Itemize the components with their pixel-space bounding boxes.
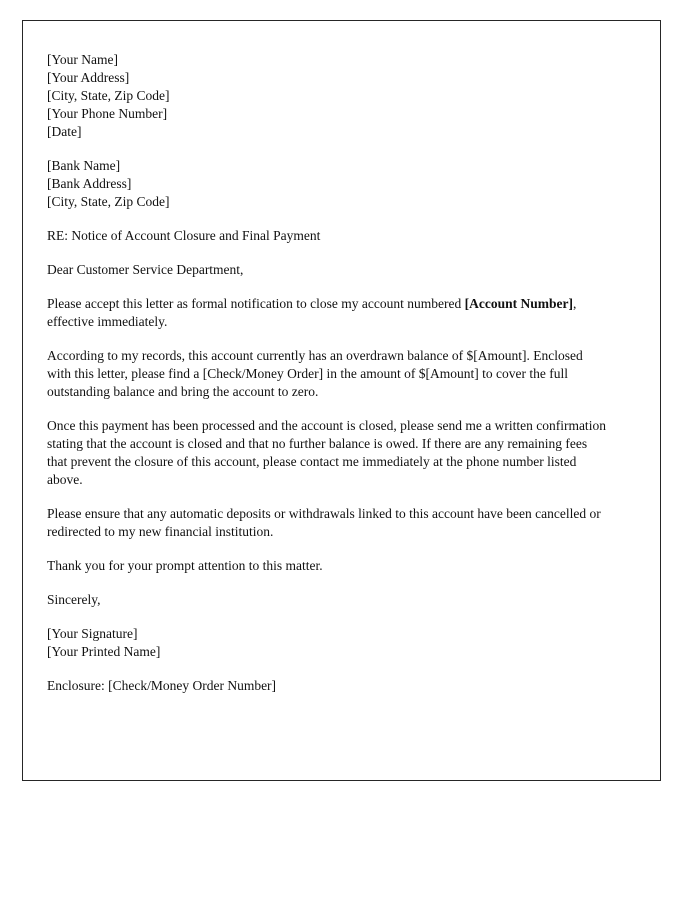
paragraph-automatic-transactions: Please ensure that any automatic deposits or withdrawals linked to this account have been cancelled or redirected to my new financial institution. bbox=[47, 506, 601, 539]
salutation: Dear Customer Service Department, bbox=[47, 262, 244, 277]
recipient-bank-address: [Bank Address] bbox=[47, 176, 132, 191]
sender-city-state-zip: [City, State, Zip Code] bbox=[47, 88, 170, 103]
enclosure-line: Enclosure: [Check/Money Order Number] bbox=[47, 678, 277, 693]
signature-placeholder: [Your Signature] bbox=[47, 626, 138, 641]
document-page bbox=[22, 20, 661, 781]
p1-text-before-bold: Please accept this letter as formal notification to close my account numbered bbox=[47, 296, 465, 311]
letter-date: [Date] bbox=[47, 124, 82, 139]
paragraph-account-closure bbox=[47, 295, 607, 331]
recipient-bank-name: [Bank Name] bbox=[47, 158, 121, 173]
p1-text-after-bold: , effective immediately. bbox=[47, 296, 577, 329]
paragraph-thank-you: Thank you for your prompt attention to this matter. bbox=[47, 558, 323, 573]
sender-address-block bbox=[47, 51, 607, 141]
sender-phone: [Your Phone Number] bbox=[47, 106, 168, 121]
closing-salutation: Sincerely, bbox=[47, 592, 101, 607]
account-number-placeholder: [Account Number] bbox=[464, 296, 573, 311]
sender-street: [Your Address] bbox=[47, 70, 130, 85]
printed-name-placeholder: [Your Printed Name] bbox=[47, 644, 161, 659]
subject-line: RE: Notice of Account Closure and Final Payment bbox=[47, 228, 321, 243]
recipient-city-state-zip: [City, State, Zip Code] bbox=[47, 194, 170, 209]
paragraph-overdrawn-balance: According to my records, this account currently has an overdrawn balance of $[Amount]. Enclosed with this letter, please find a [Check/Money Order] in the amount of $[Amount] to cover the full outstanding balance and bring the account to zero. bbox=[47, 348, 583, 399]
recipient-address-block bbox=[47, 157, 607, 211]
sender-name: [Your Name] bbox=[47, 52, 118, 67]
paragraph-written-confirmation: Once this payment has been processed and the account is closed, please send me a written confirmation stating that the account is closed and that no further balance is owed. If there are any remaining fees that prevent the closure of this account, please contact me immediately at the phone number listed above. bbox=[47, 418, 606, 487]
letter-body bbox=[23, 21, 660, 695]
signature-block bbox=[47, 625, 607, 661]
